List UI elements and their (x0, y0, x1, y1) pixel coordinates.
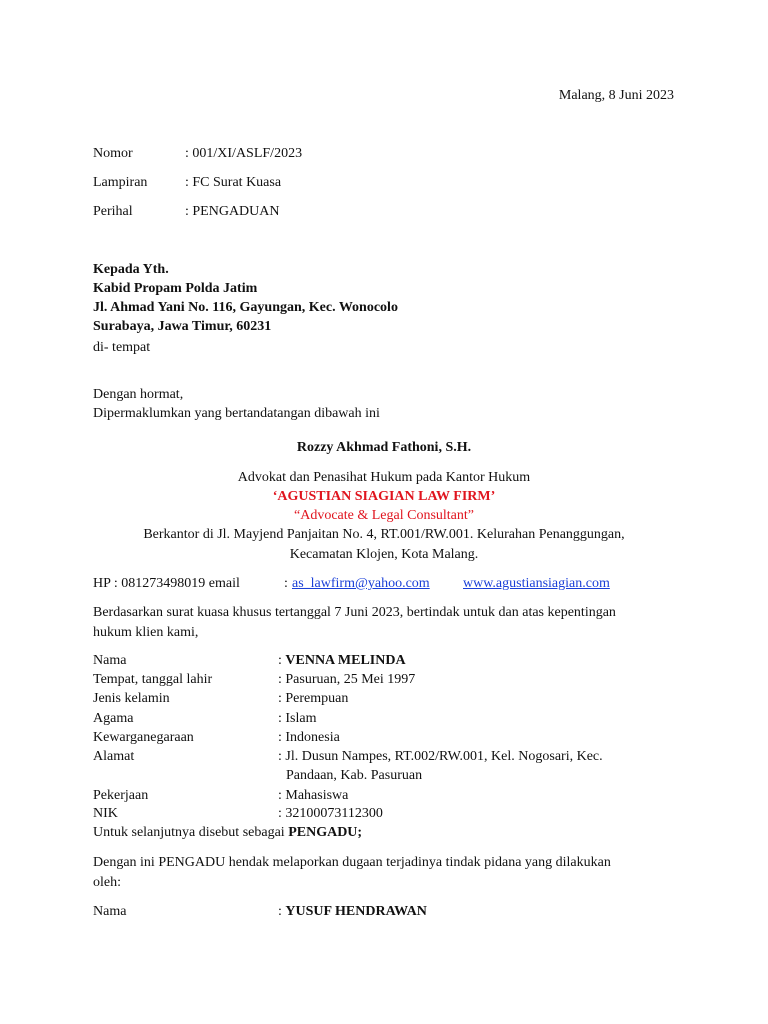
recipient-place: di- tempat (93, 340, 151, 355)
greeting: Dengan hormat, (93, 387, 184, 402)
client-job-label: Pekerjaan (93, 788, 149, 803)
client-name-value: : VENNA MELINDA (278, 653, 406, 668)
recipient-salutation: Kepada Yth. (93, 262, 169, 277)
complainant-label: PENGADU; (288, 825, 363, 840)
client-address-value2: Pandaan, Kab. Pasuruan (286, 768, 423, 783)
email-link[interactable]: as_lawfirm@yahoo.com (292, 576, 430, 591)
client-gender-value: : Perempuan (278, 691, 349, 706)
poa-line1: Berdasarkan surat kuasa khusus tertanggal 7 Juni 2023, bertindak untuk dan atas kepentingan (93, 605, 616, 620)
reported-name-label: Nama (93, 904, 127, 919)
recipient-title: Kabid Propam Polda Jatim (93, 281, 258, 296)
complainant-note (93, 825, 362, 841)
reported-name: YUSUF HENDRAWAN (285, 904, 427, 919)
client-name-label: Nama (93, 653, 127, 668)
client-ttl-label: Tempat, tanggal lahir (93, 672, 213, 687)
client-name: VENNA MELINDA (285, 653, 406, 668)
client-ttl-value: : Pasuruan, 25 Mei 1997 (278, 672, 416, 687)
firm-address-line1: Berkantor di Jl. Mayjend Panjaitan No. 4, RT.001/RW.001. Kelurahan Penanggungan, (143, 527, 625, 542)
firm-name: ‘AGUSTIAN SIAGIAN LAW FIRM’ (272, 489, 496, 504)
complainant-note-text: Untuk selanjutnya disebut sebagai (93, 825, 289, 840)
perihal-label: Perihal (93, 204, 133, 219)
client-gender-label: Jenis kelamin (93, 691, 170, 706)
website-link[interactable]: www.agustiansiagian.com (463, 576, 610, 591)
firm-address-line2: Kecamatan Klojen, Kota Malang. (289, 547, 479, 562)
nomor-label: Nomor (93, 146, 133, 161)
client-address-value1: : Jl. Dusun Nampes, RT.002/RW.001, Kel. Nogosari, Kec. (278, 749, 603, 764)
recipient-city: Surabaya, Jawa Timur, 60231 (93, 319, 272, 334)
report-line2: oleh: (93, 875, 121, 890)
lawyer-name: Rozzy Akhmad Fathoni, S.H. (296, 440, 472, 455)
client-job-value: : Mahasiswa (278, 788, 349, 803)
lampiran-label: Lampiran (93, 175, 148, 190)
contact-colon: : (284, 576, 288, 591)
intro-text: Dipermaklumkan yang bertandatangan dibawah ini (93, 406, 380, 421)
lawyer-role: Advokat dan Penasihat Hukum pada Kantor Hukum (237, 470, 531, 485)
contact-hp: HP : 081273498019 email (93, 576, 240, 591)
client-citizenship-value: : Indonesia (278, 730, 340, 745)
client-religion-value: : Islam (278, 711, 317, 726)
nomor-value: : 001/XI/ASLF/2023 (185, 146, 303, 161)
client-nik-label: NIK (93, 806, 118, 821)
client-nik-value: : 32100073112300 (278, 806, 383, 821)
report-line1: Dengan ini PENGADU hendak melaporkan dugaan terjadinya tindak pidana yang dilakukan (93, 855, 611, 870)
letter-date: Malang, 8 Juni 2023 (558, 88, 674, 103)
client-religion-label: Agama (93, 711, 134, 726)
client-address-label: Alamat (93, 749, 135, 764)
reported-name-value: : YUSUF HENDRAWAN (278, 904, 427, 919)
client-citizenship-label: Kewarganegaraan (93, 730, 194, 745)
recipient-address: Jl. Ahmad Yani No. 116, Gayungan, Kec. Wonocolo (93, 300, 398, 315)
poa-line2: hukum klien kami, (93, 625, 199, 640)
lampiran-value: : FC Surat Kuasa (185, 175, 282, 190)
firm-tagline: “Advocate & Legal Consultant” (294, 508, 474, 523)
perihal-value: : PENGADUAN (185, 204, 280, 219)
